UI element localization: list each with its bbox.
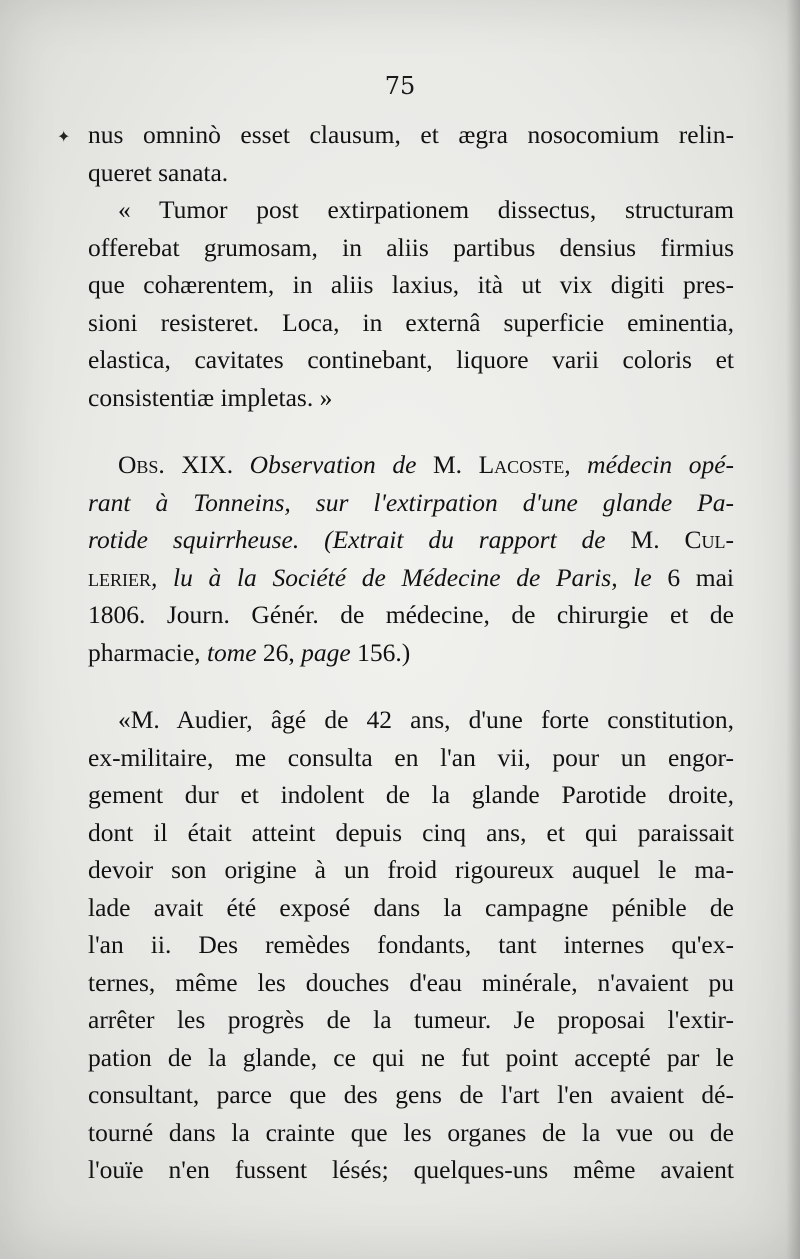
paragraph-gap <box>88 416 734 446</box>
heading-italic: rotide squirrheuse. (Extrait du rapport de <box>88 525 606 554</box>
text-line: offerebat grumosam, in aliis partibus densius firmius <box>88 232 734 262</box>
margin-mark-icon: ✦ <box>57 127 71 146</box>
heading-line: rant à Tonneins, sur l'extirpation d'une glande Pa- <box>88 487 734 517</box>
paragraph-case-report <box>88 701 734 1189</box>
body-text <box>88 116 734 1189</box>
paragraph-continuation <box>88 116 734 191</box>
heading-line <box>88 446 734 484</box>
text-line: «M. Audier, âgé de 42 ans, d'une forte constitution, <box>118 705 734 734</box>
heading-text: pharmacie, <box>88 637 207 667</box>
heading-italic: Observation de <box>249 450 417 479</box>
text-line: lade avait été exposé dans la campagne pénible de <box>88 892 734 922</box>
heading-line: 1806. Journ. Génér. de médecine, de chirurgie et de <box>88 600 734 629</box>
heading-italic: page <box>301 637 351 667</box>
text-line: consistentiæ impletas. » <box>88 382 333 412</box>
observation-heading <box>88 446 734 671</box>
heading-line <box>88 521 734 559</box>
text-line: consultant, parce que des gens de l'art l'en avaient dé- <box>88 1080 734 1109</box>
heading-text: M. <box>416 450 479 479</box>
author-name: Lacoste <box>478 450 565 479</box>
text-line: elastica, cavitates continebant, liquore varii coloris et <box>88 345 734 374</box>
text-line: ternes, même les douches d'eau minérale, n'avaient pu <box>88 967 734 997</box>
heading-text: 156.) <box>350 637 411 667</box>
heading-text: 6 mai <box>651 562 734 592</box>
text-line: sioni resisteret. Loca, in externâ superficie eminentia, <box>88 307 734 337</box>
text-line: devoir son origine à un froid rigoureux auquel le ma- <box>88 855 734 884</box>
heading-text: 26, <box>256 637 302 667</box>
heading-text: M. <box>605 525 685 554</box>
text-line: l'ouïe n'en fussent lésés; quelques-uns même avaient <box>88 1155 734 1184</box>
obs-label: Obs. <box>118 450 165 479</box>
text-line: pation de la glande, ce qui ne fut point accepté par le <box>88 1042 734 1072</box>
heading-line <box>88 634 734 672</box>
page-edge-shadow <box>786 0 800 1259</box>
reporter-name: Cul- <box>684 525 734 554</box>
text-line: gement dur et indolent de la glande Parotide droite, <box>88 780 734 809</box>
text-line: « Tumor post extirpationem dissectus, structuram <box>118 195 734 224</box>
heading-italic: , médecin opé- <box>564 450 734 479</box>
reporter-name: lerier <box>88 562 151 592</box>
heading-line <box>88 559 734 597</box>
text-line: dont il était atteint depuis cinq ans, et qui paraissait <box>88 817 734 847</box>
text-line: arrêter les progrès de la tumeur. Je proposai l'extir- <box>88 1005 734 1034</box>
paragraph-latin-quote <box>88 191 734 416</box>
heading-italic: , lu à la Société de Médecine de Paris, le <box>151 562 652 592</box>
paragraph-gap <box>88 671 734 701</box>
text-line: tourné dans la crainte que les organes de la vue ou de <box>88 1117 734 1147</box>
text-line: l'an ii. Des remèdes fondants, tant internes qu'ex- <box>88 930 734 959</box>
text-line: que cohærentem, in aliis laxius, ità ut vix digiti pres- <box>88 270 734 299</box>
text-line: ex-militaire, me consulta en l'an vii, pour un engor- <box>88 742 734 772</box>
text-line: nus omninò esset clausum, et ægra nosocomium relin- <box>88 120 734 149</box>
page-number: 75 <box>384 72 416 100</box>
obs-number: XIX. <box>164 450 250 479</box>
heading-italic: tome <box>206 637 257 667</box>
text-line: queret sanata. <box>88 157 229 187</box>
